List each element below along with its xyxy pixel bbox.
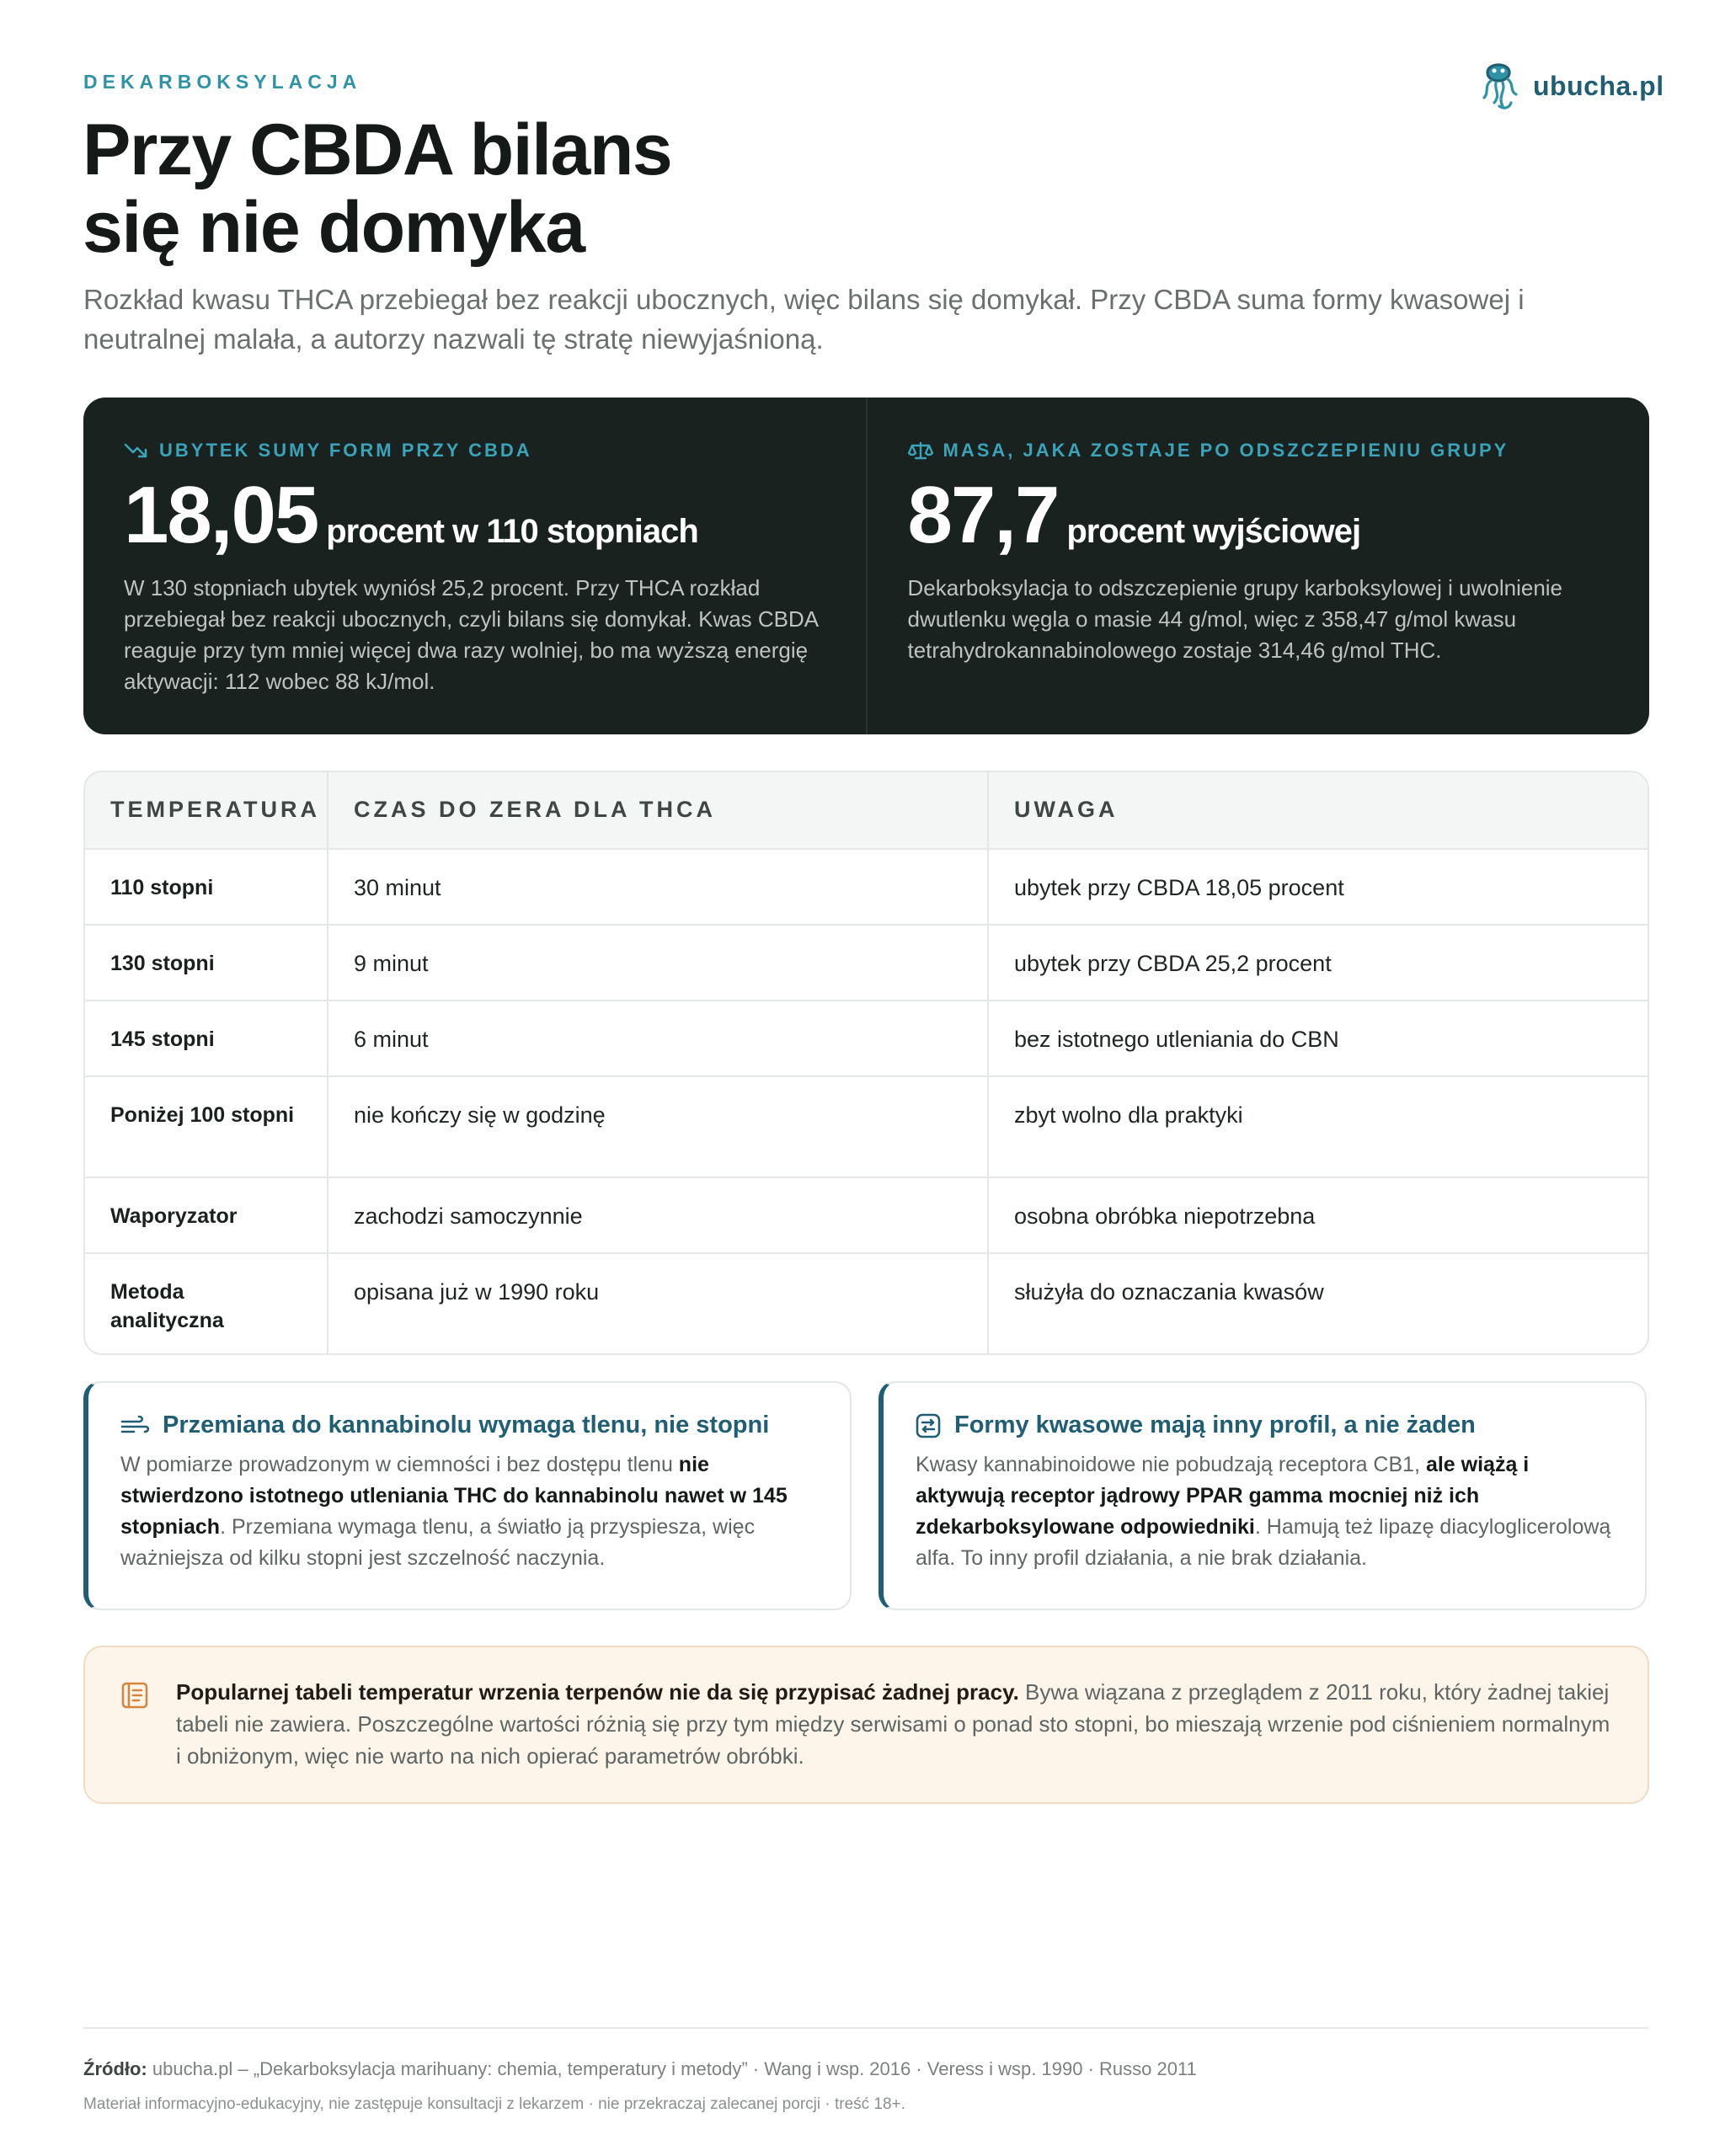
table-cell: służyła do oznaczania kwasów: [987, 1254, 1648, 1353]
card-body: [120, 1449, 820, 1574]
table-cell: 130 stopni: [110, 952, 215, 975]
card-title-text: Przemiana do kannabinolu wymaga tlenu, nie stopni: [163, 1412, 770, 1438]
stat-label-text: MASA, JAKA ZOSTAJE PO ODSZCZEPIENIU GRUPY: [943, 440, 1509, 461]
stat-description: Dekarboksylacja to odszczepienie grupy karboksylowej i uwolnienie dwutlenku węgla o masie 44 g/mol, więc z 358,47 g/mol kwasu tetrahydrokannabinolowego zostaje 314,46 g/mol THC.: [907, 575, 1563, 663]
title-line-1: Przy CBDA bilans: [83, 109, 672, 190]
footer-divider: [83, 2027, 1649, 2029]
logo[interactable]: [1476, 56, 1664, 116]
title-line-2: się nie domyka: [83, 187, 585, 268]
note-text: [176, 1679, 1610, 1769]
card-title-text: Formy kwasowe mają inny profil, a nie żaden: [954, 1412, 1476, 1438]
stat-value: 87,7: [907, 470, 1059, 560]
table-cell: 30 minut: [327, 850, 987, 924]
note-box: [83, 1646, 1649, 1804]
stat-remaining-mass: [866, 398, 1650, 734]
document-icon: [120, 1681, 149, 1710]
info-card-oxygen: [83, 1381, 852, 1610]
table-cell: nie kończy się w godzinę: [327, 1077, 987, 1177]
card-text-bold: nie stwierdzono istotnego utleniania THC do kannabinolu nawet w 145 stopniach: [120, 1453, 788, 1539]
column-header: TEMPERATURA: [110, 797, 320, 822]
column-header: CZAS DO ZERA DLA THCA: [327, 772, 987, 848]
card-text: W pomiarze prowadzonym w ciemności i bez dostępu tlenu: [120, 1453, 679, 1476]
logo-text: ubucha.pl: [1533, 70, 1664, 101]
trend-down-icon: [124, 441, 149, 460]
stats-panel: [83, 398, 1649, 734]
source-line: [83, 2058, 1197, 2080]
table-row: [85, 1075, 1648, 1177]
stat-label-text: UBYTEK SUMY FORM PRZY CBDA: [159, 440, 532, 461]
table-row: [85, 1000, 1648, 1075]
stat-value: 18,05: [124, 470, 318, 560]
table-cell: osobna obróbka niepotrzebna: [987, 1178, 1648, 1252]
table-cell: bez istotnego utleniania do CBN: [987, 1001, 1648, 1075]
table-cell: ubytek przy CBDA 25,2 procent: [987, 926, 1648, 1000]
stat-unit: procent wyjściowej: [1066, 513, 1361, 550]
stat-label: [908, 440, 1611, 462]
stat-value-row: [907, 470, 1611, 560]
column-header: UWAGA: [987, 772, 1648, 848]
stat-value-row: [124, 470, 827, 560]
table-row: [85, 1177, 1648, 1252]
card-body: [916, 1449, 1615, 1574]
temperature-table: [83, 771, 1649, 1355]
note-body: Bywa wiązana z przeglądem z 2011 roku, który żadnej takiej tabeli nie zawiera. Poszczególne wartości różnią się przy tym między serwisami o ponad sto stopni, bo mieszają wrzenie pod ciśnieniem normalnym i obniżonym, więc nie warto na nich opierać parametrów obróbki.: [176, 1679, 1610, 1769]
card-text: Kwasy kannabinoidowe nie pobudzają receptora CB1,: [916, 1453, 1426, 1476]
table-cell: Metoda analityczna: [110, 1280, 224, 1332]
table-cell: Waporyzator: [110, 1204, 238, 1228]
table-cell: zbyt wolno dla praktyki: [987, 1077, 1648, 1177]
source-text: ubucha.pl – „Dekarboksylacja marihuany: chemia, temperatury i metody” · Wang i wsp. 2016 · Veress i wsp. 1990 · Russo 2011: [147, 2058, 1197, 2079]
table-cell: opisana już w 1990 roku: [327, 1254, 987, 1353]
card-title: [916, 1412, 1615, 1439]
table-row: [85, 924, 1648, 1000]
table-header-row: [85, 772, 1648, 848]
card-title: [120, 1412, 820, 1439]
card-text-bold: ale wiążą i aktywują receptor jądrowy PPAR gamma mocniej niż ich zdekarboksylowane odpowiedniki: [916, 1453, 1530, 1539]
table-cell: ubytek przy CBDA 18,05 procent: [987, 850, 1648, 924]
kicker: DEKARBOKSYLACJA: [83, 71, 362, 93]
stat-cbda-loss: [83, 398, 866, 734]
stat-label: [124, 440, 827, 462]
stat-unit: procent w 110 stopniach: [326, 513, 698, 550]
stat-description: W 130 stopniach ubytek wyniósł 25,2 procent. Przy THCA rozkład przebiegał bez reakcji ubocznych, czyli bilans się domykał. Kwas CBDA reaguje przy tym mniej więcej dwa razy wolniej, bo ma wyższą energię aktywacji: 112 wobec 88 kJ/mol.: [124, 575, 818, 694]
table-cell: Poniżej 100 stopni: [110, 1103, 295, 1127]
wind-icon: [120, 1415, 149, 1437]
note-bold: Popularnej tabeli temperatur wrzenia terpenów nie da się przypisać żadnej pracy.: [176, 1679, 1019, 1705]
card-text: . Hamują też lipazę diacyloglicerolową alfa. To inny profil działania, a nie brak działania.: [916, 1515, 1611, 1570]
table-row: [85, 1252, 1648, 1353]
table-cell: 6 minut: [327, 1001, 987, 1075]
lead-paragraph: Rozkład kwasu THCA przebiegał bez reakcji ubocznych, więc bilans się domykał. Przy CBDA suma formy kwasowej i neutralnej malała, a autorzy nazwali tę stratę niewyjaśnioną.: [83, 284, 1525, 355]
table-cell: 9 minut: [327, 926, 987, 1000]
scale-icon: [908, 440, 933, 461]
table-cell: zachodzi samoczynnie: [327, 1178, 987, 1252]
source-label: Źródło:: [83, 2058, 147, 2079]
card-text: . Przemiana wymaga tlenu, a światło ją przyspiesza, więc ważniejsza od kilku stopni jest szczelność naczynia.: [120, 1515, 756, 1570]
table-row: [85, 848, 1648, 924]
octopus-logo-icon: [1476, 56, 1523, 116]
table-cell: 110 stopni: [110, 876, 214, 899]
page-title: [83, 111, 671, 266]
exchange-icon: [916, 1413, 941, 1438]
info-card-acid-forms: [879, 1381, 1647, 1610]
disclaimer: Materiał informacyjno-edukacyjny, nie zastępuje konsultacji z lekarzem · nie przekraczaj zalecanej porcji · treść 18+.: [83, 2095, 905, 2113]
table-cell: 145 stopni: [110, 1027, 215, 1051]
